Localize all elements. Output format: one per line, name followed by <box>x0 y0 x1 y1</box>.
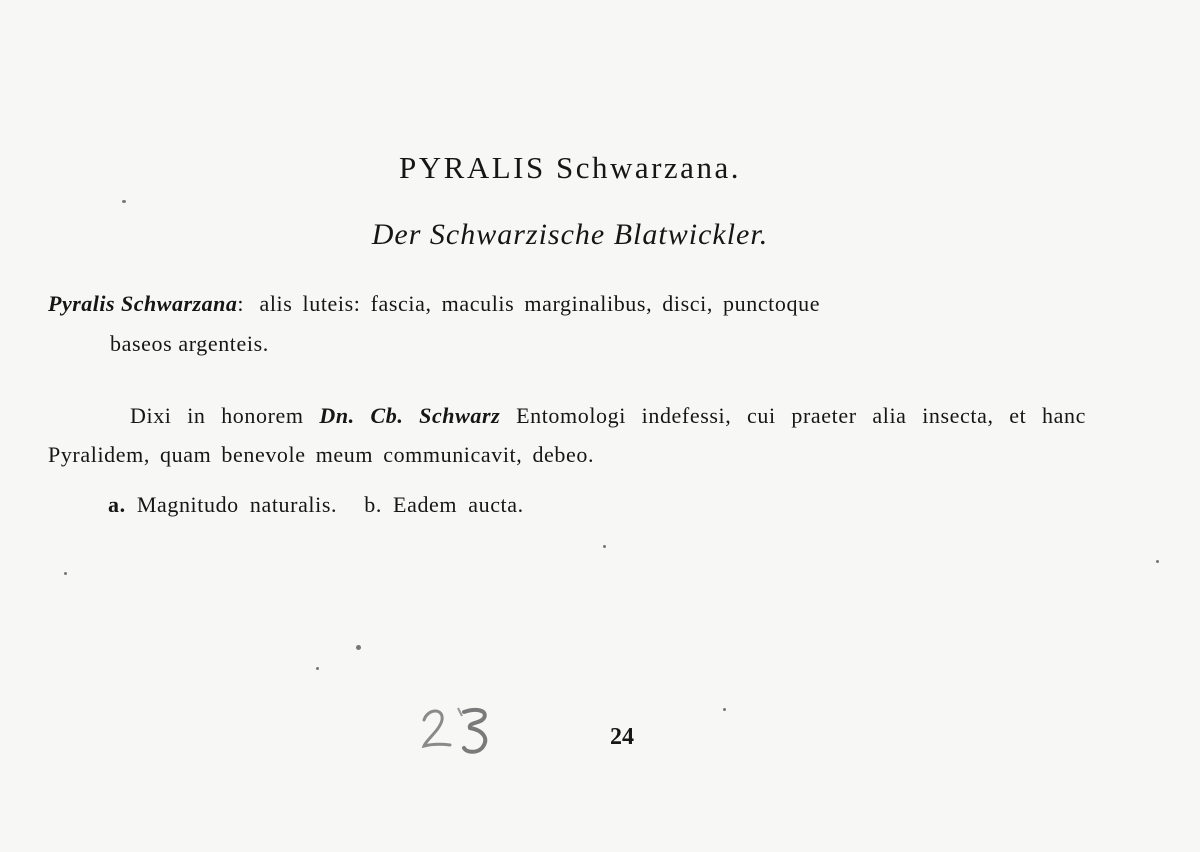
document-subtitle: Der Schwarzische Blatwickler. <box>371 218 769 251</box>
legend-a-mark: a. <box>108 492 126 517</box>
species-diagnosis <box>48 284 1088 364</box>
legend-b-mark: b. <box>364 492 382 517</box>
paper-speck <box>122 200 126 203</box>
legend-b-text: Eadem aucta. <box>393 492 524 517</box>
paper-speck <box>356 645 361 650</box>
paper-speck <box>723 708 726 711</box>
dedication-honoree: Dn. Cb. Schwarz <box>319 403 501 428</box>
figure-legend <box>108 492 524 518</box>
diagnosis-line-2: baseos argenteis. <box>110 331 269 356</box>
paper-speck <box>1156 560 1159 563</box>
species-name: Pyralis Schwarzana <box>48 291 238 316</box>
page-number: 24 <box>610 724 634 750</box>
legend-a-text: Magnitudo naturalis. <box>136 492 338 517</box>
dedication-paragraph <box>48 396 1086 474</box>
diagnosis-line-1: alis luteis: fascia, maculis marginalibus, disci, punctoque <box>259 291 821 316</box>
handwritten-mark <box>418 698 498 758</box>
diagnosis-separator: : <box>237 291 244 316</box>
paper-speck <box>603 545 606 548</box>
document-title: PYRALIS Schwarzana. <box>399 150 741 185</box>
dedication-text-before: Dixi in honorem <box>130 403 304 428</box>
paper-speck <box>316 667 319 670</box>
paper-speck <box>64 572 67 575</box>
dedication-text-after: Entomologi indefessi, cui praeter alia insecta, et hanc Pyralidem, quam benevole meum communicavit, debeo. <box>48 403 1086 467</box>
